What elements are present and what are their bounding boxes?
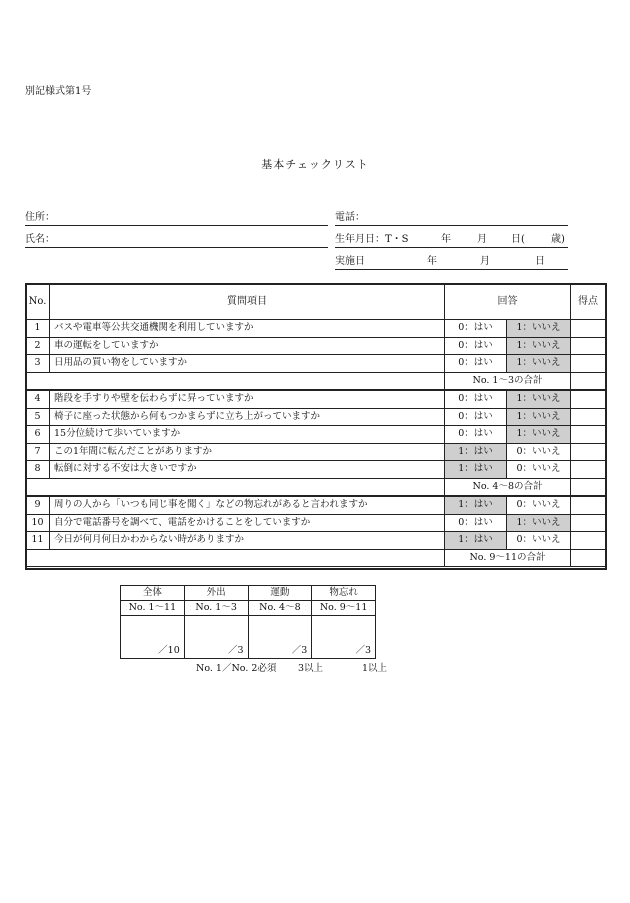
score-cell[interactable] <box>571 355 606 373</box>
summary-score-cell[interactable]: ／10 <box>121 616 185 659</box>
question-row <box>26 390 606 408</box>
question-number: 10 <box>26 514 50 532</box>
summary-header-row <box>121 586 376 601</box>
group-sum-score[interactable] <box>571 372 606 390</box>
answer-yes-option[interactable]: 0：はい <box>445 408 507 426</box>
answer-no-option[interactable]: 0：いいえ <box>507 443 571 461</box>
sum-spacer <box>26 372 445 390</box>
checklist-table <box>25 283 606 567</box>
question-row <box>26 496 606 514</box>
form-id: 別記様式第1号 <box>25 86 92 97</box>
score-cell[interactable] <box>571 426 606 444</box>
group-sum-label: No. 1〜3の合計 <box>445 372 571 390</box>
question-text: 今日が何月何日かわからない時がありますか <box>50 532 445 550</box>
summary-category: 物忘れ <box>312 586 376 601</box>
score-cell[interactable] <box>571 461 606 479</box>
score-cell[interactable] <box>571 443 606 461</box>
condition-required: No. 1／No. 2必須 <box>196 663 277 674</box>
answer-yes-option[interactable]: 1：はい <box>445 496 507 514</box>
question-number: 9 <box>26 496 50 514</box>
group-sum-row <box>26 372 606 390</box>
birth-label: 生年月日：T・S <box>335 234 409 245</box>
page-title: 基本チェックリスト <box>261 158 369 171</box>
question-text: 転倒に対する不安は大きいですか <box>50 461 445 479</box>
address-label: 住所： <box>25 212 55 223</box>
group-sum-row <box>26 478 606 496</box>
summary-score-cell[interactable]: ／3 <box>312 616 376 659</box>
answer-yes-option[interactable]: 0：はい <box>445 320 507 338</box>
summary-range: No. 1〜11 <box>121 601 185 616</box>
question-number: 7 <box>26 443 50 461</box>
summary-range: No. 1〜3 <box>184 601 248 616</box>
summary-category: 運動 <box>248 586 312 601</box>
question-number: 6 <box>26 426 50 444</box>
question-row <box>26 408 606 426</box>
question-text: 自分で電話番号を調べて、電話をかけることをしていますか <box>50 514 445 532</box>
sum-spacer <box>26 478 445 496</box>
answer-yes-option[interactable]: 1：はい <box>445 461 507 479</box>
answer-no-option[interactable]: 1：いいえ <box>507 390 571 408</box>
score-cell[interactable] <box>571 532 606 550</box>
question-text: 階段を手すりや壁を伝わらずに昇っていますか <box>50 390 445 408</box>
name-field[interactable] <box>25 233 328 248</box>
question-number: 3 <box>26 355 50 373</box>
question-row <box>26 514 606 532</box>
question-row <box>26 443 606 461</box>
answer-yes-option[interactable]: 0：はい <box>445 355 507 373</box>
group-sum-score[interactable] <box>571 549 606 567</box>
score-cell[interactable] <box>571 514 606 532</box>
group-sum-score[interactable] <box>571 478 606 496</box>
birthdate-field[interactable] <box>335 233 568 248</box>
condition-exercise: 3以上 <box>298 663 324 674</box>
header-answer: 回答 <box>445 284 571 320</box>
birth-age-label: 歳) <box>551 234 565 245</box>
score-cell[interactable] <box>571 390 606 408</box>
question-row <box>26 320 606 338</box>
score-cell[interactable] <box>571 496 606 514</box>
header-question: 質問項目 <box>50 284 445 320</box>
question-row <box>26 355 606 373</box>
answer-no-option[interactable]: 1：いいえ <box>507 320 571 338</box>
question-number: 11 <box>26 532 50 550</box>
question-number: 4 <box>26 390 50 408</box>
birth-month-label: 月 <box>477 234 487 245</box>
question-text: 周りの人から「いつも同じ事を聞く」などの物忘れがあると言われますか <box>50 496 445 514</box>
phone-field[interactable] <box>335 211 568 226</box>
implementation-date-field[interactable] <box>335 255 568 270</box>
answer-yes-option[interactable]: 0：はい <box>445 390 507 408</box>
answer-no-option[interactable]: 1：いいえ <box>507 408 571 426</box>
answer-no-option[interactable]: 1：いいえ <box>507 514 571 532</box>
question-row <box>26 337 606 355</box>
question-number: 2 <box>26 337 50 355</box>
question-number: 5 <box>26 408 50 426</box>
group-sum-label: No. 4〜8の合計 <box>445 478 571 496</box>
impl-label: 実施日 <box>335 256 365 267</box>
answer-yes-option[interactable]: 0：はい <box>445 337 507 355</box>
question-row <box>26 461 606 479</box>
question-text: 椅子に座った状態から何もつかまらずに立ち上がっていますか <box>50 408 445 426</box>
question-row <box>26 426 606 444</box>
answer-no-option[interactable]: 0：いいえ <box>507 461 571 479</box>
header-score: 得点 <box>571 284 606 320</box>
summary-score-cell[interactable]: ／3 <box>184 616 248 659</box>
question-number: 8 <box>26 461 50 479</box>
question-number: 1 <box>26 320 50 338</box>
table-header <box>26 284 606 320</box>
summary-value-row <box>121 616 376 659</box>
impl-month-label: 月 <box>480 256 490 267</box>
group-sum-label: No. 9〜11の合計 <box>445 549 571 567</box>
answer-yes-option[interactable]: 0：はい <box>445 514 507 532</box>
summary-range: No. 9〜11 <box>312 601 376 616</box>
condition-memory: 1以上 <box>362 663 388 674</box>
answer-no-option[interactable]: 1：いいえ <box>507 355 571 373</box>
answer-no-option[interactable]: 1：いいえ <box>507 337 571 355</box>
name-label: 氏名： <box>25 234 55 245</box>
summary-range: No. 4〜8 <box>248 601 312 616</box>
summary-table <box>120 585 376 659</box>
birth-day-label: 日( <box>511 234 525 245</box>
score-cell[interactable] <box>571 408 606 426</box>
answer-no-option[interactable]: 1：いいえ <box>507 426 571 444</box>
answer-no-option[interactable]: 0：いいえ <box>507 496 571 514</box>
answer-yes-option[interactable]: 1：はい <box>445 443 507 461</box>
answer-no-option[interactable]: 0：いいえ <box>507 532 571 550</box>
impl-day-label: 日 <box>535 256 545 267</box>
sum-spacer <box>26 549 445 567</box>
summary-category: 全体 <box>121 586 185 601</box>
answer-yes-option[interactable]: 0：はい <box>445 426 507 444</box>
score-cell[interactable] <box>571 320 606 338</box>
question-text: 日用品の買い物をしていますか <box>50 355 445 373</box>
impl-year-label: 年 <box>427 256 437 267</box>
summary-range-row <box>121 601 376 616</box>
answer-yes-option[interactable]: 1：はい <box>445 532 507 550</box>
summary-category: 外出 <box>184 586 248 601</box>
question-text: この1年間に転んだことがありますか <box>50 443 445 461</box>
group-sum-row <box>26 549 606 567</box>
header-no: No. <box>26 284 50 320</box>
birth-year-label: 年 <box>441 234 451 245</box>
question-text: バスや電車等公共交通機関を利用していますか <box>50 320 445 338</box>
question-text: 車の運転をしていますか <box>50 337 445 355</box>
question-text: 15分位続けて歩いていますか <box>50 426 445 444</box>
address-field[interactable] <box>25 211 328 226</box>
score-cell[interactable] <box>571 337 606 355</box>
question-row <box>26 532 606 550</box>
phone-label: 電話： <box>335 212 365 223</box>
summary-score-cell[interactable]: ／3 <box>248 616 312 659</box>
